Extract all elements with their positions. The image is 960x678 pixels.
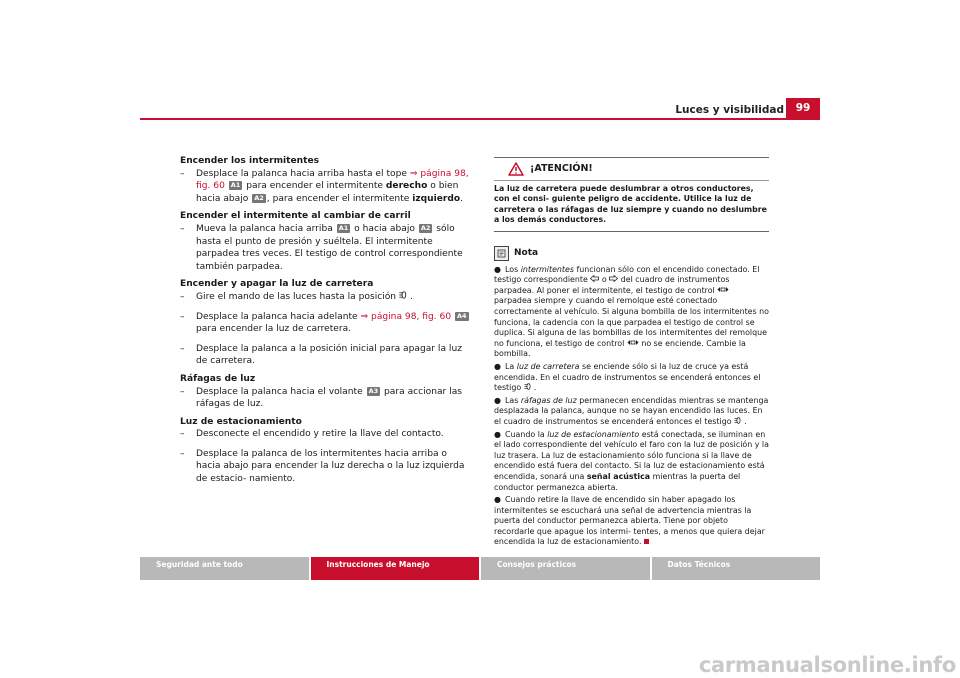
watermark: carmanualsonline.info — [698, 653, 956, 677]
step — [180, 428, 472, 441]
page-number: 99 — [786, 98, 820, 118]
step-text: Gire el mando de las luces hasta la posición . — [196, 291, 413, 302]
end-marker — [644, 539, 649, 544]
step — [180, 311, 472, 336]
high-beam-icon — [524, 383, 534, 392]
step — [180, 343, 472, 368]
footer-tab-seguridad[interactable]: Seguridad ante todo — [140, 557, 311, 580]
note-header — [494, 246, 769, 261]
step-text: Mueva la palanca hacia arriba A1 o hacia abajo A2 sólo hasta el punto de presión y suéltela. El intermitente parpadea tres veces. El testigo de control correspondiente también parpadea. — [196, 223, 463, 272]
step — [180, 168, 472, 206]
dash: – — [180, 386, 185, 397]
dash: – — [180, 311, 185, 322]
section-title: Encender el intermitente al cambiar de carril — [180, 211, 411, 222]
step-text: Desplace la palanca de los intermitentes hacia arriba o hacia abajo para encender la luz derecha o la luz izquierda de estacio- namiento. — [196, 448, 465, 485]
trailer-turn-icon — [717, 286, 729, 295]
note-paragraph: ● Cuando retire la llave de encendido sin haber apagado los intermitentes se escuchará una señal de advertencia mientras la puerta del conductor permanezca abierta. Tiene por objeto recordarle que apague los intermi- tentes, a menos que quiera dejar encendida la luz de estacionamiento. — [494, 495, 765, 547]
header-title: Luces y visibilidad — [675, 104, 784, 116]
dash: – — [180, 343, 185, 354]
dash: – — [180, 448, 185, 459]
footer-nav — [140, 557, 820, 580]
footer-tab-instrucciones[interactable]: Instrucciones de Manejo — [311, 557, 482, 580]
step — [180, 386, 472, 411]
dash: – — [180, 429, 185, 440]
high-beam-icon — [399, 291, 410, 304]
section-title: Encender los intermitentes — [180, 156, 320, 166]
warning-title: ¡ATENCIÓN! — [530, 162, 593, 174]
note-title: Nota — [514, 247, 539, 258]
step-text: Desplace la palanca hacia arriba hasta el tope ⇒ página 98, fig. 60 A1 para encender el intermitente derecho o bien hacia abajo A2 , para encender el intermitente izquierdo. — [196, 168, 469, 204]
callout-badge: A3 — [368, 386, 379, 395]
step — [180, 448, 472, 486]
warning-box — [494, 157, 769, 232]
section-title: Ráfagas de luz — [180, 373, 256, 384]
step-text: Desplace la palanca hacia adelante ⇒ página 98, fig. 60 A4 para encender la luz de carretera. — [196, 311, 467, 335]
dash: – — [180, 223, 185, 234]
step-text: Desplace la palanca a la posición inicial para apagar la luz de carretera. — [196, 343, 462, 367]
note-paragraph: ● Los intermitentes funcionan sólo con el encendido conectado. El testigo correspondiente o del cuadro de instrumentos parpadea. Al poner el intermitente, el testigo de control parpadea siempre y cuando el remolque esté conectado correctamente al vehículo. Si alguna bombilla de los intermitentes no funciona, la cadencia con la que parpadea el testigo de control se duplica. Si alguna de las bombillas de los intermitentes del remolque no funciona, el testigo de control no se enciende. Cambie la bombilla. — [494, 264, 769, 359]
callout-badge: A4 — [457, 311, 467, 320]
note-paragraph: ● Cuando la luz de estacionamiento está conectada, se iluminan en el lado correspondiente del vehículo el faro con la luz de posición y la luz trasera. La luz de estacionamiento sólo funciona si la llave de encendido está fuera del contacto. Si la luz de estacionamiento está encendida, sonará una señal acústica mientras la puerta del conductor permanezca abierta. — [494, 429, 769, 492]
note-paragraph: ● La luz de carretera se enciende sólo si la luz de cruce ya está encendida. En el cuadro de instrumentos se encenderá entonces el testigo . — [494, 361, 761, 393]
callout-badge: A1 — [230, 181, 241, 190]
callout-badge: A2 — [420, 223, 431, 232]
note-icon — [494, 246, 509, 261]
section-title: Encender y apagar la luz de carretera — [180, 279, 374, 290]
warning-triangle-icon — [508, 162, 524, 176]
turn-left-icon — [590, 275, 599, 284]
callout-badge: A2 — [254, 193, 264, 202]
callout-badge: A1 — [338, 223, 349, 232]
turn-right-icon — [609, 275, 618, 284]
dash: – — [180, 291, 185, 302]
step-text: Desplace la palanca hacia el volante A3 para accionar las ráfagas de luz. — [196, 386, 463, 410]
trailer-turn-icon — [627, 339, 639, 348]
step-text: Desconecte el encendido y retire la llave del contacto. — [196, 429, 444, 440]
left-column — [180, 155, 472, 486]
warning-text: La luz de carretera puede deslumbrar a otros conductores, con el consi- guiente peligro de accidente. Utilice la luz de carretera o las ráfagas de luz siempre y cuando no deslumbre a los demás conductores. — [494, 184, 767, 225]
page-link[interactable]: ⇒ página 98, fig. 60 — [196, 168, 469, 192]
page-link[interactable]: ⇒ página 98, fig. 60 — [360, 311, 452, 322]
dash: – — [180, 168, 185, 179]
high-beam-icon — [734, 417, 744, 426]
section-title: Luz de estacionamiento — [180, 416, 302, 427]
footer-tab-consejos[interactable]: Consejos prácticos — [481, 557, 652, 580]
footer-tab-datos[interactable]: Datos Técnicos — [667, 560, 731, 569]
right-column — [494, 157, 769, 550]
step — [180, 223, 472, 273]
note-paragraph: ● Las ráfagas de luz permanecen encendidas mientras se mantenga desplazada la palanca, aunque no se hayan encendido las luces. En el cuadro de instrumentos se encenderá entonces el testigo . — [494, 395, 769, 426]
warning-header — [494, 162, 769, 181]
step — [180, 291, 472, 304]
header-rule — [140, 118, 820, 120]
